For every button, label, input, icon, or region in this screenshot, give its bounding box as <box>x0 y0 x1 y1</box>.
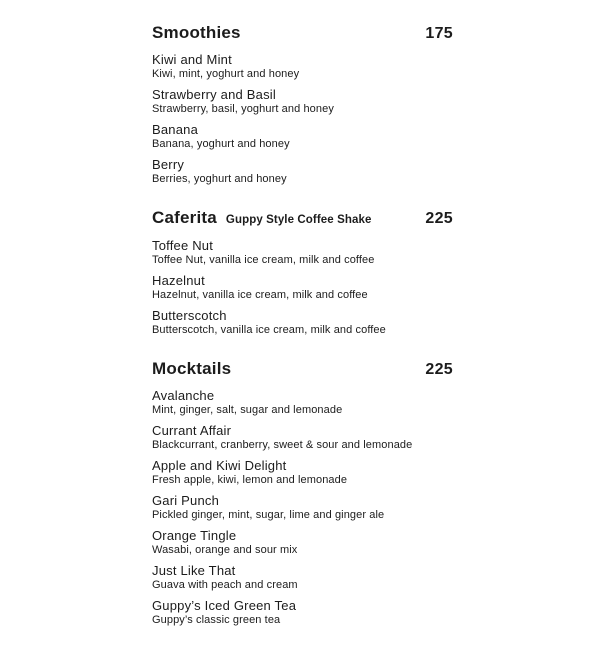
section-header <box>152 360 453 379</box>
menu-section <box>152 360 453 627</box>
section-heading <box>152 360 231 378</box>
item-description: Butterscotch, vanilla ice cream, milk and coffee <box>152 324 386 336</box>
menu-item <box>152 157 453 186</box>
section-heading <box>152 209 371 229</box>
section-price: 225 <box>425 361 453 378</box>
section-title: Caferita <box>152 208 217 227</box>
item-description: Guava with peach and cream <box>152 579 298 591</box>
item-name: Banana <box>152 122 199 137</box>
item-name: Avalanche <box>152 388 215 403</box>
item-name: Hazelnut <box>152 273 205 288</box>
item-description: Wasabi, orange and sour mix <box>152 544 298 556</box>
section-items <box>152 52 453 186</box>
item-name: Just Like That <box>152 563 236 578</box>
item-name: Apple and Kiwi Delight <box>152 458 287 473</box>
item-name: Kiwi and Mint <box>152 52 232 67</box>
menu-item <box>152 308 453 337</box>
menu-item <box>152 458 453 487</box>
menu-item <box>152 493 453 522</box>
menu-section <box>152 209 453 337</box>
menu-item <box>152 528 453 557</box>
item-description: Hazelnut, vanilla ice cream, milk and coffee <box>152 289 368 301</box>
section-title: Smoothies <box>152 23 241 42</box>
item-description: Guppy’s classic green tea <box>152 614 281 626</box>
menu-item <box>152 598 453 627</box>
menu-item <box>152 563 453 592</box>
menu-section <box>152 24 453 186</box>
item-name: Currant Affair <box>152 423 232 438</box>
menu-item <box>152 122 453 151</box>
item-description: Strawberry, basil, yoghurt and honey <box>152 103 334 115</box>
item-name: Berry <box>152 157 185 172</box>
menu-item <box>152 52 453 81</box>
section-items <box>152 238 453 337</box>
section-header <box>152 24 453 43</box>
menu-item <box>152 273 453 302</box>
section-heading <box>152 24 241 42</box>
item-description: Blackcurrant, cranberry, sweet & sour and lemonade <box>152 439 413 451</box>
menu-page <box>152 24 453 650</box>
section-title: Mocktails <box>152 359 232 378</box>
menu-item <box>152 87 453 116</box>
item-name: Gari Punch <box>152 493 220 508</box>
section-price: 225 <box>425 210 453 227</box>
item-name: Strawberry and Basil <box>152 87 276 102</box>
item-description: Pickled ginger, mint, sugar, lime and ginger ale <box>152 509 385 521</box>
item-description: Fresh apple, kiwi, lemon and lemonade <box>152 474 348 486</box>
item-description: Kiwi, mint, yoghurt and honey <box>152 68 300 80</box>
item-name: Butterscotch <box>152 308 227 323</box>
section-subtitle: Guppy Style Coffee Shake <box>225 214 372 226</box>
menu-item <box>152 423 453 452</box>
section-items <box>152 388 453 627</box>
item-name: Toffee Nut <box>152 238 214 253</box>
section-price: 175 <box>425 25 453 42</box>
section-header <box>152 209 453 229</box>
menu-item <box>152 388 453 417</box>
menu-item <box>152 238 453 267</box>
item-name: Guppy’s Iced Green Tea <box>152 598 297 613</box>
item-description: Berries, yoghurt and honey <box>152 173 287 185</box>
item-description: Mint, ginger, salt, sugar and lemonade <box>152 404 343 416</box>
item-description: Toffee Nut, vanilla ice cream, milk and coffee <box>152 254 375 266</box>
item-description: Banana, yoghurt and honey <box>152 138 290 150</box>
item-name: Orange Tingle <box>152 528 237 543</box>
